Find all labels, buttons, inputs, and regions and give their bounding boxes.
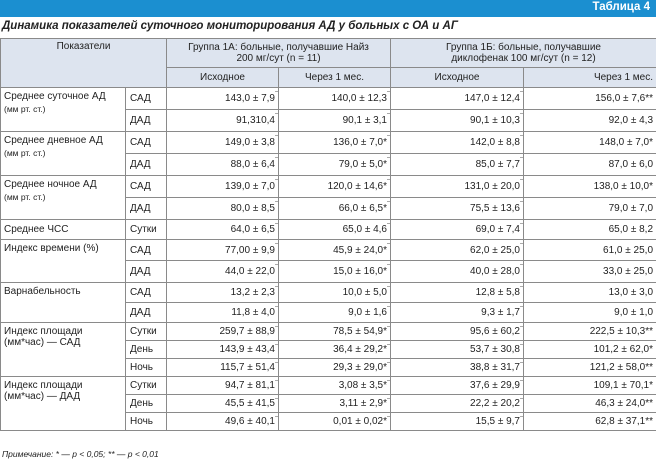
value-1b-after: 33,0 ± 25,0 [524, 261, 656, 283]
value-1a-after: 36,4 ± 29,2* [279, 341, 391, 359]
value-1a-baseline: 149,0 ± 3,8 [167, 132, 279, 154]
value-1a-baseline: 143,9 ± 43,4 [167, 341, 279, 359]
sub-label: ДАД [126, 198, 167, 220]
value-1b-baseline: 62,0 ± 25,0 [391, 240, 524, 261]
value-1b-after: 138,0 ± 10,0* [524, 176, 656, 198]
sub-label: Сутки [126, 323, 167, 341]
header-indicators: Показатели [1, 39, 167, 68]
sub-label: Сутки [126, 220, 167, 240]
value-1a-baseline: 80,0 ± 8,5 [167, 198, 279, 220]
value-1a-after: 140,0 ± 12,3 [279, 88, 391, 110]
header-1a-baseline: Исходное [167, 68, 279, 88]
metric-name: Индекс площади [4, 326, 83, 337]
value-1b-baseline: 75,5 ± 13,6 [391, 198, 524, 220]
value-1a-baseline: 259,7 ± 88,9 [167, 323, 279, 341]
value-1b-after: 121,2 ± 58,0** [524, 359, 656, 377]
metric-cell [1, 240, 126, 283]
metric-name: Среднее дневное АД [4, 135, 103, 146]
value-1b-after: 148,0 ± 7,0* [524, 132, 656, 154]
value-1a-after: 120,0 ± 14,6* [279, 176, 391, 198]
value-1b-baseline: 12,8 ± 5,8 [391, 283, 524, 303]
header-blank [1, 68, 167, 88]
value-1b-baseline: 147,0 ± 12,4 [391, 88, 524, 110]
value-1a-baseline: 88,0 ± 6,4 [167, 154, 279, 176]
metric-unit: (мм рт. ст.) [4, 192, 46, 202]
value-1b-after: 9,0 ± 1,0 [524, 303, 656, 323]
value-1b-after: 87,0 ± 6,0 [524, 154, 656, 176]
metric-name: Среднее ночное АД [4, 179, 97, 190]
metric-cell [1, 377, 126, 431]
metric-cell [1, 323, 126, 377]
metric-unit: (мм рт. ст.) [4, 104, 46, 114]
value-1b-after: 222,5 ± 10,3** [524, 323, 656, 341]
header-group-1b [391, 39, 656, 68]
metric-cell [1, 176, 126, 220]
value-1b-after: 62,8 ± 37,1** [524, 413, 656, 431]
metric-unit: (мм*час) — САД [4, 337, 81, 348]
value-1a-after: 90,1 ± 3,1 [279, 110, 391, 132]
footnote: Примечание: * — р < 0,05; ** — р < 0,01 [2, 449, 159, 459]
header-group-1b-line2: диклофенак 100 мг/сут (n = 12) [451, 53, 596, 64]
value-1b-baseline: 85,0 ± 7,7 [391, 154, 524, 176]
table-label: Таблица 4 [592, 1, 650, 13]
sub-label: САД [126, 132, 167, 154]
value-1a-baseline: 49,6 ± 40,1 [167, 413, 279, 431]
value-1b-after: 13,0 ± 3,0 [524, 283, 656, 303]
value-1b-after: 109,1 ± 70,1* [524, 377, 656, 395]
metric-name: Варнабельность [4, 286, 81, 297]
value-1b-baseline: 22,2 ± 20,2 [391, 395, 524, 413]
value-1a-baseline: 115,7 ± 51,4 [167, 359, 279, 377]
metric-unit: (мм рт. ст.) [4, 148, 46, 158]
sub-label: САД [126, 240, 167, 261]
value-1b-baseline: 38,8 ± 31,7 [391, 359, 524, 377]
value-1b-baseline: 9,3 ± 1,7 [391, 303, 524, 323]
header-group-1a-line2: 200 мг/сут (n = 11) [236, 53, 321, 64]
value-1a-after: 9,0 ± 1,6 [279, 303, 391, 323]
sub-label: САД [126, 88, 167, 110]
header-1b-after: Через 1 мес. [524, 68, 656, 88]
value-1b-after: 65,0 ± 8,2 [524, 220, 656, 240]
value-1a-after: 66,0 ± 6,5* [279, 198, 391, 220]
value-1b-baseline: 90,1 ± 10,3 [391, 110, 524, 132]
value-1a-baseline: 44,0 ± 22,0 [167, 261, 279, 283]
sub-label: САД [126, 176, 167, 198]
value-1a-after: 3,11 ± 2,9* [279, 395, 391, 413]
value-1b-baseline: 95,6 ± 60,2 [391, 323, 524, 341]
header-group-1a [167, 39, 391, 68]
sub-label: ДАД [126, 303, 167, 323]
metric-name: Среднее суточное АД [4, 91, 106, 102]
value-1a-after: 3,08 ± 3,5* [279, 377, 391, 395]
value-1a-after: 65,0 ± 4,6 [279, 220, 391, 240]
value-1a-after: 79,0 ± 5,0* [279, 154, 391, 176]
table-label-bar [0, 0, 656, 17]
sub-label: ДАД [126, 154, 167, 176]
sub-label: Ночь [126, 413, 167, 431]
metric-cell [1, 220, 126, 240]
value-1b-baseline: 69,0 ± 7,4 [391, 220, 524, 240]
value-1a-after: 78,5 ± 54,9* [279, 323, 391, 341]
table-title: Динамика показателей суточного мониторирования АД у больных с ОА и АГ [2, 20, 458, 32]
value-1a-after: 29,3 ± 29,0* [279, 359, 391, 377]
value-1b-baseline: 15,5 ± 9,7 [391, 413, 524, 431]
sub-label: Ночь [126, 359, 167, 377]
value-1b-after: 156,0 ± 7,6** [524, 88, 656, 110]
header-group-1a-line1: Группа 1А: больные, получавшие Найз [188, 42, 369, 53]
value-1a-baseline: 13,2 ± 2,3 [167, 283, 279, 303]
value-1a-after: 136,0 ± 7,0* [279, 132, 391, 154]
value-1b-baseline: 142,0 ± 8,8 [391, 132, 524, 154]
value-1b-baseline: 131,0 ± 20,0 [391, 176, 524, 198]
value-1a-after: 0,01 ± 0,02* [279, 413, 391, 431]
value-1b-after: 61,0 ± 25,0 [524, 240, 656, 261]
metric-name: Среднее ЧСС [4, 224, 69, 235]
value-1a-after: 45,9 ± 24,0* [279, 240, 391, 261]
value-1a-baseline: 143,0 ± 7,9 [167, 88, 279, 110]
value-1a-baseline: 91,310,4 [167, 110, 279, 132]
metric-cell [1, 132, 126, 176]
sub-label: Сутки [126, 377, 167, 395]
value-1a-baseline: 94,7 ± 81,1 [167, 377, 279, 395]
value-1b-after: 79,0 ± 7,0 [524, 198, 656, 220]
header-1a-after: Через 1 мес. [279, 68, 391, 88]
sub-label: День [126, 341, 167, 359]
metric-unit: (мм*час) — ДАД [4, 391, 81, 402]
metric-name: Индекс площади [4, 380, 83, 391]
metric-cell [1, 88, 126, 132]
value-1b-baseline: 53,7 ± 30,8 [391, 341, 524, 359]
value-1a-after: 15,0 ± 16,0* [279, 261, 391, 283]
value-1b-after: 92,0 ± 4,3 [524, 110, 656, 132]
header-group-1b-line1: Группа 1Б: больные, получавшие [446, 42, 601, 53]
data-table [0, 38, 656, 431]
sub-label: САД [126, 283, 167, 303]
value-1b-baseline: 40,0 ± 28,0 [391, 261, 524, 283]
header-1b-baseline: Исходное [391, 68, 524, 88]
value-1a-baseline: 64,0 ± 6,5 [167, 220, 279, 240]
sub-label: ДАД [126, 261, 167, 283]
value-1b-after: 101,2 ± 62,0* [524, 341, 656, 359]
value-1a-baseline: 77,00 ± 9,9 [167, 240, 279, 261]
value-1a-after: 10,0 ± 5,0 [279, 283, 391, 303]
sub-label: ДАД [126, 110, 167, 132]
metric-cell [1, 283, 126, 323]
sub-label: День [126, 395, 167, 413]
value-1a-baseline: 45,5 ± 41,5 [167, 395, 279, 413]
metric-name: Индекс времени (%) [4, 243, 99, 254]
value-1a-baseline: 139,0 ± 7,0 [167, 176, 279, 198]
value-1b-after: 46,3 ± 24,0** [524, 395, 656, 413]
value-1a-baseline: 11,8 ± 4,0 [167, 303, 279, 323]
value-1b-baseline: 37,6 ± 29,9 [391, 377, 524, 395]
